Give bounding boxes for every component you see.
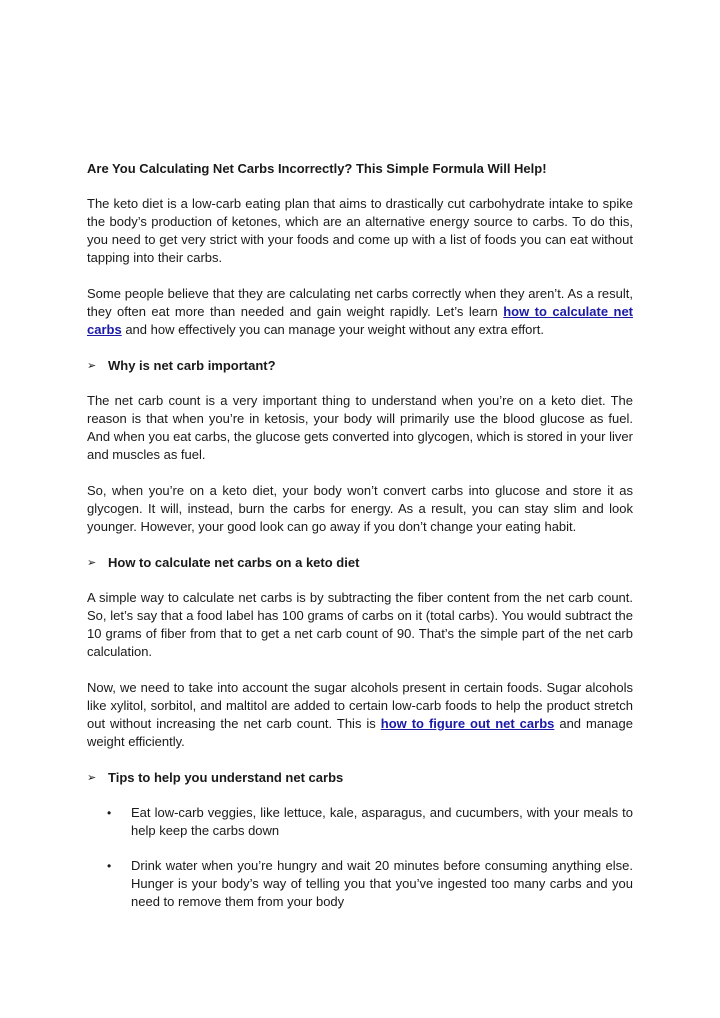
tip-text: Drink water when you’re hungry and wait 20 minutes before consuming anything else. Hunger is your body’s way of telling you that you’ve ingested too many carbs and you need to remove them from your body [131, 858, 633, 909]
section-heading-text: How to calculate net carbs on a keto diet [108, 555, 360, 570]
list-item [87, 857, 633, 911]
document-page [87, 160, 633, 928]
paragraph: The net carb count is a very important thing to understand when you’re on a keto diet. The reason is that when you’re in ketosis, your body will primarily use the blood glucose as fuel. And when you eat carbs, the glucose gets converted into glycogen, which is stored in your liver and muscles as fuel. [87, 393, 633, 462]
text-segment: and manage weight efficiently. [87, 716, 633, 749]
arrowhead-bullet-icon: ➢ [87, 772, 97, 784]
paragraph: So, when you’re on a keto diet, your body won’t convert carbs into glucose and store it as glycogen. It will, instead, burn the carbs for energy. As a result, you can stay slim and look younger. However, your good look can go away if you don’t change your eating habit. [87, 483, 633, 534]
link-how-to-figure-out-net-carbs[interactable]: how to figure out net carbs [380, 716, 555, 731]
bullet-icon: • [107, 806, 112, 820]
paragraph-net-carbs-intro [87, 285, 633, 339]
section-heading-how-to-calculate [87, 554, 633, 572]
section-heading-text: Why is net carb important? [108, 358, 276, 373]
arrowhead-bullet-icon: ➢ [87, 360, 97, 372]
text-segment: and how effectively you can manage your weight without any extra effort. [121, 322, 544, 337]
tip-text: Eat low-carb veggies, like lettuce, kale, asparagus, and cucumbers, with your meals to help keep the carbs down [131, 805, 633, 838]
arrowhead-bullet-icon: ➢ [87, 557, 97, 569]
bullet-icon: • [107, 859, 112, 873]
document-title: Are You Calculating Net Carbs Incorrectly? This Simple Formula Will Help! [87, 161, 547, 176]
link-how-to-calculate-net-carbs[interactable]: how to calculate net carbs [87, 304, 634, 337]
section-heading-text: Tips to help you understand net carbs [108, 770, 344, 785]
intro-paragraph: The keto diet is a low-carb eating plan that aims to drastically cut carbohydrate intake to spike the body’s production of ketones, which are an alternative energy source to carbs. To do this, you need to get very strict with your foods and come up with a list of foods you can eat without tapping into their carbs. [87, 196, 633, 265]
list-item [87, 804, 633, 840]
paragraph-sugar-alcohols [87, 679, 633, 751]
section-heading-why-net-carb-important [87, 357, 633, 375]
section-heading-tips [87, 769, 633, 787]
text-segment: Now, we need to take into account the sugar alcohols present in certain foods. Sugar alcohols like xylitol, sorbitol, and maltitol are added to certain low-carb foods to help the product stretch out without increasing the net carb count. This is [87, 680, 633, 731]
paragraph: A simple way to calculate net carbs is by subtracting the fiber content from the net carb count. So, let’s say that a food label has 100 grams of carbs on it (total carbs). You would subtract the 10 grams of fiber from that to get a net carb count of 90. That’s the simple part of the net carb calculation. [87, 590, 633, 659]
tips-list [87, 804, 633, 911]
text-segment: Some people believe that they are calculating net carbs correctly when they aren’t. As a result, they often eat more than needed and gain weight rapidly. Let’s learn [87, 286, 633, 319]
